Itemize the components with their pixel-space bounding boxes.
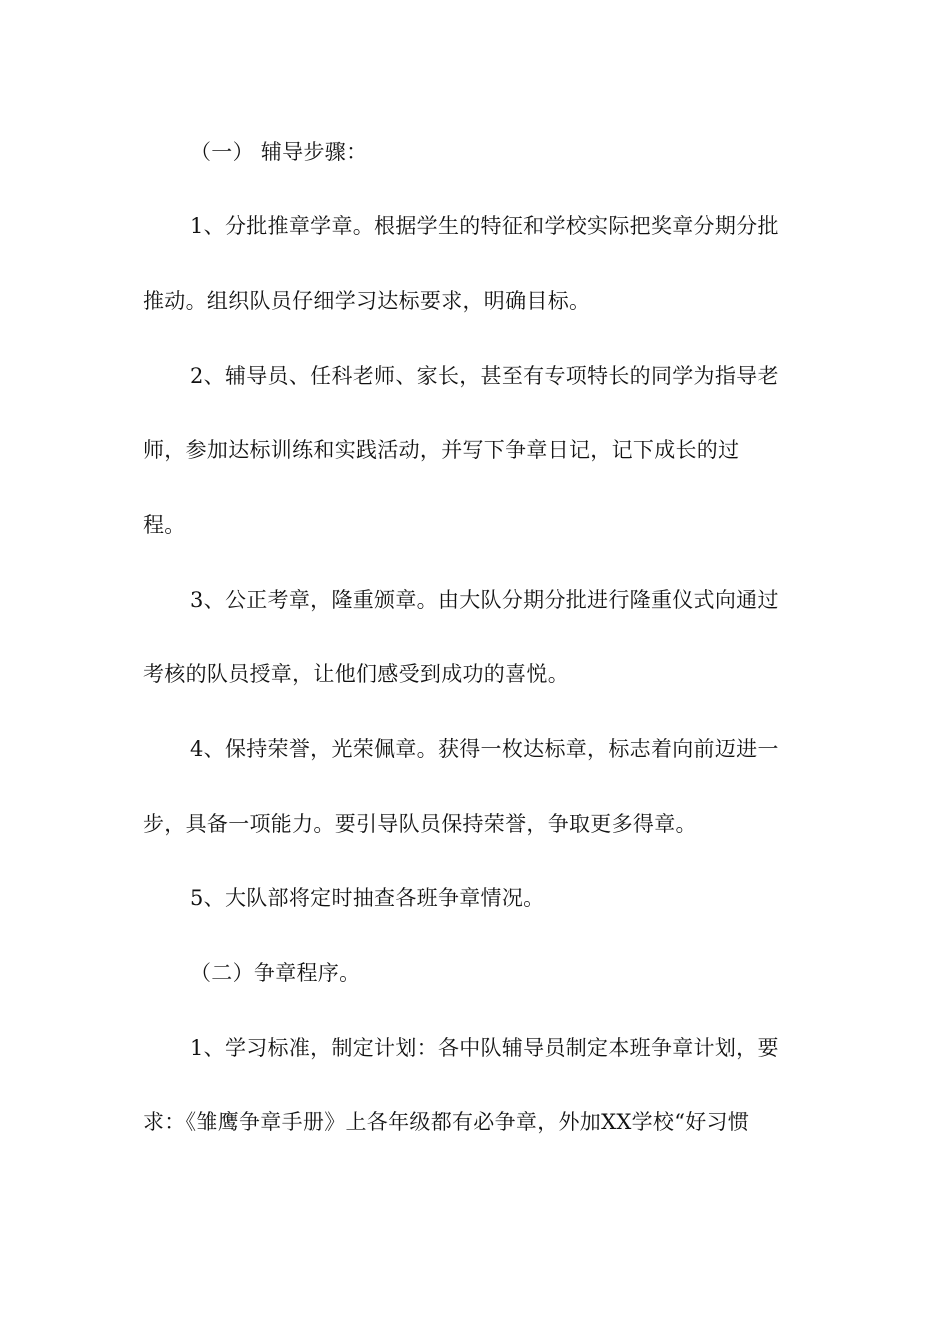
- paragraph-3-line-1: 3、公正考章，隆重颁章。由大队分期分批进行隆重仪式向通过: [190, 588, 779, 612]
- section-heading-1: （一） 辅导步骤：: [190, 140, 368, 164]
- paragraph-1-line-2: 推动。组织队员仔细学习达标要求，明确目标。: [143, 289, 591, 313]
- section-heading-2: （二）争章程序。: [190, 961, 361, 985]
- paragraph-6-line-1: 1、学习标准，制定计划：各中队辅导员制定本班争章计划，要: [190, 1036, 779, 1060]
- paragraph-6-line-2: 求：《雏鹰争章手册》上各年级都有必争章，外加XX学校“好习惯: [143, 1110, 750, 1134]
- paragraph-3-line-2: 考核的队员授章，让他们感受到成功的喜悦。: [143, 662, 569, 686]
- paragraph-2-line-2: 师，参加达标训练和实践活动，并写下争章日记，记下成长的过: [143, 438, 740, 462]
- paragraph-4-line-1: 4、保持荣誉，光荣佩章。获得一枚达标章，标志着向前迈进一: [190, 737, 779, 761]
- paragraph-5-line-1: 5、大队部将定时抽查各班争章情况。: [190, 886, 545, 910]
- paragraph-1-line-1: 1、分批推章学章。根据学生的特征和学校实际把奖章分期分批: [190, 214, 779, 238]
- paragraph-4-line-2: 步，具备一项能力。要引导队员保持荣誉，争取更多得章。: [143, 812, 697, 836]
- paragraph-2-line-1: 2、辅导员、任科老师、家长，甚至有专项特长的同学为指导老: [190, 364, 779, 388]
- paragraph-2-line-3: 程。: [143, 513, 186, 537]
